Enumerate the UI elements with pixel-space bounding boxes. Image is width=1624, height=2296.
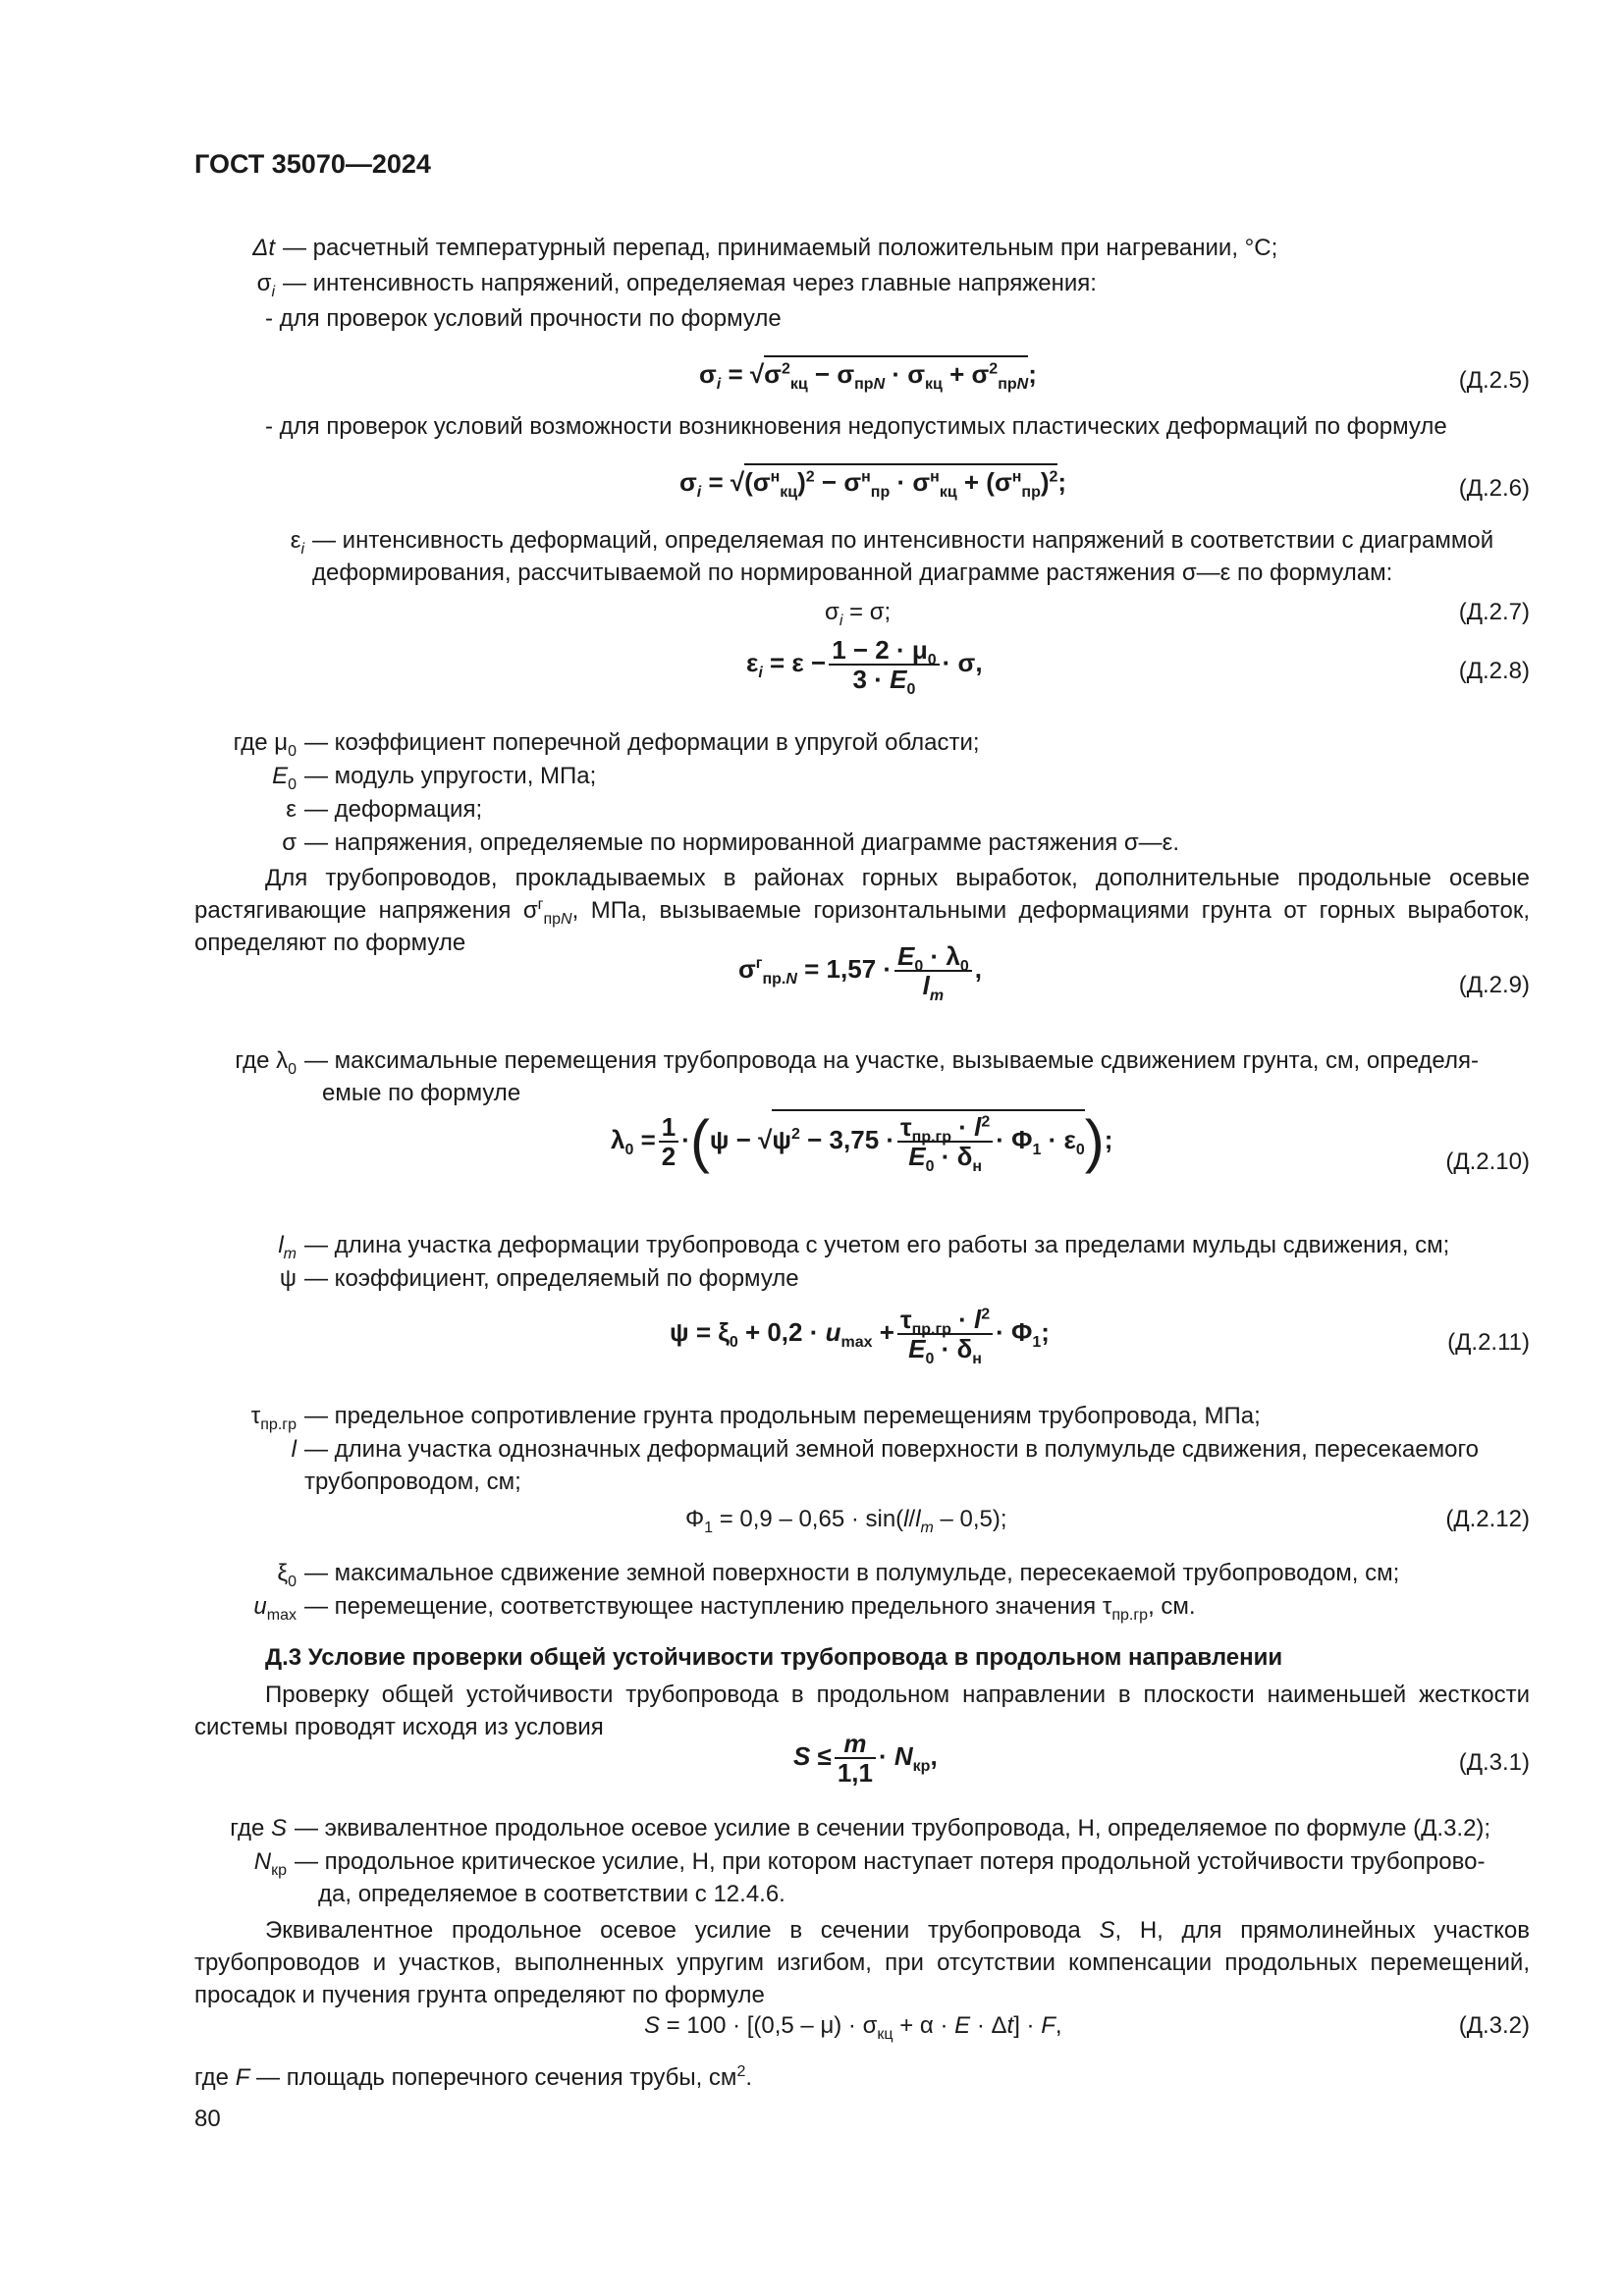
definition-eps-i-cont: деформирования, рассчитываемой по нормированной диаграмме растяжения σ—ε по формулам: [312, 560, 1393, 586]
symbol-l: l [291, 1436, 297, 1463]
equation-number-d2-5: (Д.2.5) [1458, 367, 1530, 394]
definition-sigma-i: — интенсивность напряжений, определяемая через главные напряжения: [283, 270, 1097, 296]
symbol-eps-i: $\varepsilon_i$ [290, 527, 304, 558]
equation-number-d2-12: (Д.2.12) [1445, 1506, 1530, 1532]
symbol-mu0: где $\mu_0$ [233, 729, 297, 760]
formula-d2-9: $\sigma^г_{пр.N} = 1,57$ · $\frac{E_0 \cdot \lambda_0}{l_m}$ , [738, 941, 983, 1005]
definition-nkr-cont: да, определяемое в соответствии с 12.4.6. [318, 1881, 785, 1907]
definition-lm: — длина участка деформации трубопровода с учетом его работы за пределами мульды сдвижения, см; [304, 1232, 1450, 1258]
formula-d3-2: $S = 100 \cdot [(0,5 - \mu) \cdot \sigma_{кц} + \alpha \cdot E \cdot \Delta t] \cdot F$, [644, 2012, 1062, 2043]
section-d3-title: Д.3 Условие проверки общей устойчивости трубопровода в продольном направлении [265, 1644, 1283, 1671]
symbol-tau: $\tau_{пр.гр}$ [250, 1403, 297, 1433]
definition-mu0: — коэффициент поперечной деформации в упругой области; [304, 729, 980, 756]
page-number: 80 [194, 2106, 221, 2132]
definition-f: где F — площадь поперечного сечения трубы, $см^2$. [194, 2063, 753, 2091]
definition-delta-t: — расчетный температурный перепад, принимаемый положительным при нагревании, °С; [283, 235, 1278, 261]
paragraph-axial-force: Эквивалентное продольное осевое усилие в сечении трубопровода S, Н, для прямолинейных участков трубопроводов и участков, выполненных упругим изгибом, при отсутствии компенсации продольных перемещений, просадок и пучения грунта определяют по формуле [194, 1917, 1530, 2008]
symbol-s: где S [230, 1815, 287, 1842]
equation-number-d2-8: (Д.2.8) [1458, 658, 1530, 684]
definition-tau: — предельное сопротивление грунта продольным перемещениям трубопровода, МПа; [304, 1403, 1261, 1429]
equation-number-d2-6: (Д.2.6) [1458, 475, 1530, 502]
symbol-lambda0: где $\lambda_0$ [235, 1047, 297, 1078]
equation-number-d2-10: (Д.2.10) [1445, 1148, 1530, 1175]
equation-number-d3-1: (Д.3.1) [1458, 1749, 1530, 1776]
symbol-lm: $l_m$ [278, 1232, 297, 1262]
paragraph-mining: Для трубопроводов, прокладываемых в районах горных выработок, дополнительные продольные осевые растягивающие напряжения $\sigma^г_{прN}$, МПа, вызываемые горизонтальными деформациями грунта от горных выработок, определяют по формуле [194, 865, 1530, 956]
formula-d2-5: $\sigma_i = √\sigma^2_{кц} - \sigma_{прN} \cdot \sigma_{кц} + \sigma^2_{прN}$; [699, 355, 1037, 390]
definition-psi: — коэффициент, определяемый по формуле [304, 1265, 799, 1292]
page-header: ГОСТ 35070—2024 [194, 149, 431, 179]
symbol-nkr: $N_{кр}$ [253, 1848, 287, 1879]
symbol-psi: ψ [279, 1265, 297, 1292]
definition-s: — эквивалентное продольное осевое усилие в сечении трубопровода, Н, определяемое по формуле (Д.3.2); [295, 1815, 1491, 1842]
definition-lambda0: — максимальные перемещения трубопровода на участке, вызываемые сдвижением грунта, см, определя- [304, 1047, 1479, 1074]
equation-number-d3-2: (Д.3.2) [1458, 2012, 1530, 2039]
definition-umax: — перемещение, соответствующее наступлению предельного значения $\tau_{пр.гр}$, см. [304, 1593, 1196, 1624]
symbol-sigma: σ [282, 829, 297, 856]
formula-d2-12: $\Phi_1 = 0,9 - 0,65 \cdot \sin(l/l_m - 0,5)$; [685, 1506, 1007, 1536]
formula-d2-6: $\sigma_i = √(\sigma^н_{кц})^2 - \sigma^н_{пр} \cdot \sigma^н_{кц} + (\sigma^н_{пр})^2$; [679, 463, 1066, 498]
equation-number-d2-11: (Д.2.11) [1447, 1329, 1530, 1356]
symbol-sigma-i: $\sigma_i$ [256, 270, 275, 300]
formula-d2-7: $\sigma_i = \sigma$; [825, 599, 892, 629]
definition-l-cont: трубопроводом, см; [304, 1468, 521, 1495]
symbol-eps: ε [286, 796, 297, 823]
definition-l: — длина участка однозначных деформаций земной поверхности в полумульде сдвижения, пересекаемого [304, 1436, 1480, 1463]
bullet-strength: - для проверок условий прочности по формуле [265, 305, 782, 332]
definition-eps-i: — интенсивность деформаций, определяемая по интенсивности напряжений в соответствии с диаграммой [312, 527, 1494, 554]
definition-sigma: — напряжения, определяемые по нормированной диаграмме растяжения σ—ε. [304, 829, 1180, 856]
definition-eps: — деформация; [304, 796, 483, 823]
paragraph-stability: Проверку общей устойчивости трубопровода в продольном направлении в плоскости наименьшей жесткости системы проводят исходя из условия [194, 1682, 1530, 1740]
formula-d3-1: S ≤ $\frac{m}{1,1}$ · $N_{кр}$, [793, 1729, 938, 1788]
equation-number-d2-9: (Д.2.9) [1458, 972, 1530, 998]
symbol-umax: $u_{max}$ [253, 1593, 297, 1624]
bullet-plastic: - для проверок условий возможности возникновения недопустимых пластических деформаций по формуле [265, 413, 1447, 440]
definition-xi0: — максимальное сдвижение земной поверхности в полумульде, пересекаемой трубопроводом, см; [304, 1560, 1400, 1586]
symbol-delta-t: Δt [252, 235, 275, 261]
definition-lambda0-cont: емые по формуле [322, 1080, 521, 1106]
formula-d2-11: $\psi = \xi_0 + 0,2 \cdot u_{max}$ + $\frac{\tau_{пр.гр} \cdot l^2}{E_0 \cdot \delta_н}$ · $\Phi_1$; [670, 1305, 1050, 1368]
symbol-xi0: $\xi_0$ [277, 1560, 297, 1590]
symbol-e0: $E_0$ [272, 763, 297, 793]
definition-e0: — модуль упругости, МПа; [304, 763, 597, 789]
definition-nkr: — продольное критическое усилие, Н, при котором наступает потеря продольной устойчивости трубопрово- [295, 1848, 1486, 1875]
formula-d2-8: $\varepsilon_i = \varepsilon$ − $\frac{1 - 2 \cdot \mu_0}{3 \cdot E_0}$ · σ, [746, 635, 983, 699]
equation-number-d2-7: (Д.2.7) [1458, 599, 1530, 625]
formula-d2-10: $\lambda_0$ = $\frac{1}{2}$ $\cdot(\psi - √\psi^2 - 3,75$ · $\frac{\tau_{пр.гр} \cdot l^2}{E_0 \cdot \delta_н}$ · $\Phi_1 \cdot \varepsilon_0$); [611, 1108, 1113, 1176]
